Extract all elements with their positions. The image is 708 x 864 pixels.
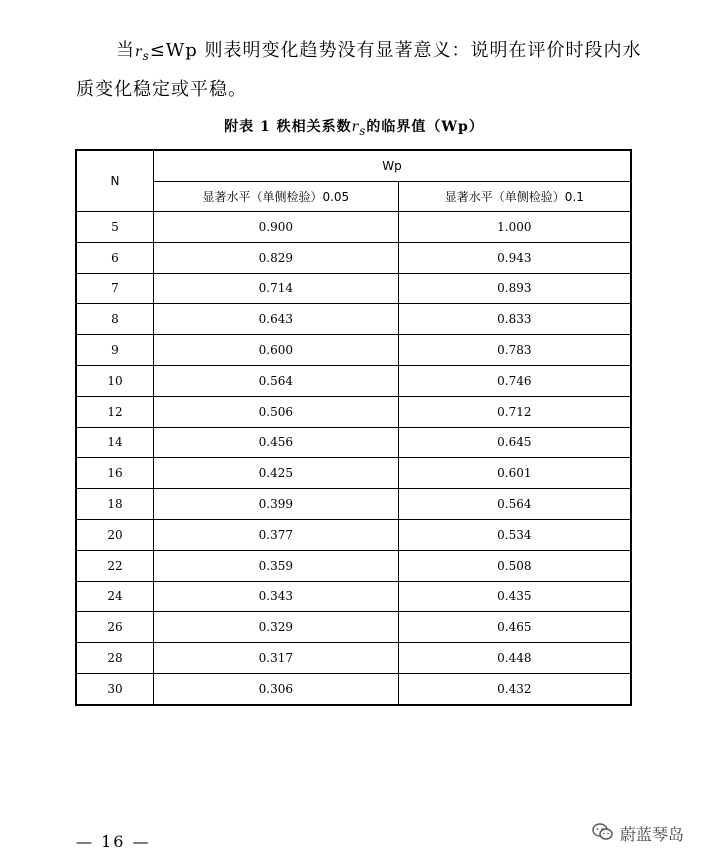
cell-n: 14 [76, 427, 154, 458]
intro-paragraph [76, 34, 646, 107]
cell-01: 0.534 [398, 519, 631, 550]
cell-005: 0.317 [154, 643, 399, 674]
header-n: N [76, 150, 154, 212]
cell-005: 0.456 [154, 427, 399, 458]
cell-01: 0.448 [398, 643, 631, 674]
cell-01: 0.746 [398, 365, 631, 396]
table-row [76, 396, 631, 427]
table-row [76, 643, 631, 674]
header-01: 显著水平（单侧检验）0.1 [398, 182, 631, 212]
table-caption: 附表 1 秩相关系数$r_s$的临界值（Wp） [224, 119, 484, 138]
table-row [76, 365, 631, 396]
header-005: 显著水平（单侧检验）0.05 [154, 182, 399, 212]
cell-n: 22 [76, 550, 154, 581]
cell-005: 0.900 [154, 212, 399, 243]
table-row [76, 335, 631, 366]
cell-n: 20 [76, 519, 154, 550]
cell-01: 0.712 [398, 396, 631, 427]
cell-005: 0.306 [154, 673, 399, 704]
rs-symbol: $r_s$ [135, 44, 150, 63]
cell-n: 26 [76, 612, 154, 643]
cell-01: 0.783 [398, 335, 631, 366]
cell-005: 0.643 [154, 304, 399, 335]
wechat-icon [592, 823, 620, 845]
cell-005: 0.829 [154, 242, 399, 273]
watermark [592, 822, 684, 845]
cell-n: 5 [76, 212, 154, 243]
cell-01: 0.508 [398, 550, 631, 581]
cell-01: 0.564 [398, 489, 631, 520]
table-row [76, 673, 631, 704]
table-row [76, 550, 631, 581]
cell-005: 0.564 [154, 365, 399, 396]
header-wp: Wp [154, 150, 632, 182]
cell-n: 6 [76, 242, 154, 273]
cell-01: 0.601 [398, 458, 631, 489]
table-row [76, 427, 631, 458]
para-prefix: 当 [116, 40, 135, 61]
cell-n: 12 [76, 396, 154, 427]
cell-005: 0.399 [154, 489, 399, 520]
cell-01: 0.893 [398, 273, 631, 304]
table-row [76, 458, 631, 489]
cell-005: 0.425 [154, 458, 399, 489]
cell-n: 30 [76, 673, 154, 704]
cell-01: 1.000 [398, 212, 631, 243]
cell-005: 0.359 [154, 550, 399, 581]
cell-005: 0.714 [154, 273, 399, 304]
cell-01: 0.435 [398, 581, 631, 612]
table-row [76, 304, 631, 335]
table-row [76, 581, 631, 612]
cell-n: 8 [76, 304, 154, 335]
cell-005: 0.343 [154, 581, 399, 612]
cell-n: 18 [76, 489, 154, 520]
cell-005: 0.506 [154, 396, 399, 427]
cell-n: 9 [76, 335, 154, 366]
cell-n: 24 [76, 581, 154, 612]
critical-value-table [75, 149, 632, 706]
caption-rs-symbol: $r_s$ [351, 119, 367, 138]
table-row [76, 519, 631, 550]
cell-n: 16 [76, 458, 154, 489]
cell-005: 0.329 [154, 612, 399, 643]
table-body [76, 212, 631, 705]
watermark-text: 蔚蓝琴岛 [620, 825, 685, 844]
table-row [76, 212, 631, 243]
para-rest: ≤Wp 则表明变化趋势没有显著意义：说明在评价时段内水质变化稳定或平稳。 [76, 40, 642, 100]
cell-01: 0.833 [398, 304, 631, 335]
table-row [76, 612, 631, 643]
cell-005: 0.377 [154, 519, 399, 550]
table-row [76, 489, 631, 520]
cell-01: 0.943 [398, 242, 631, 273]
table-row [76, 273, 631, 304]
cell-01: 0.465 [398, 612, 631, 643]
page-number: — 16 — [76, 832, 151, 851]
table-row [76, 242, 631, 273]
cell-n: 28 [76, 643, 154, 674]
cell-01: 0.432 [398, 673, 631, 704]
cell-n: 10 [76, 365, 154, 396]
cell-n: 7 [76, 273, 154, 304]
cell-01: 0.645 [398, 427, 631, 458]
cell-005: 0.600 [154, 335, 399, 366]
